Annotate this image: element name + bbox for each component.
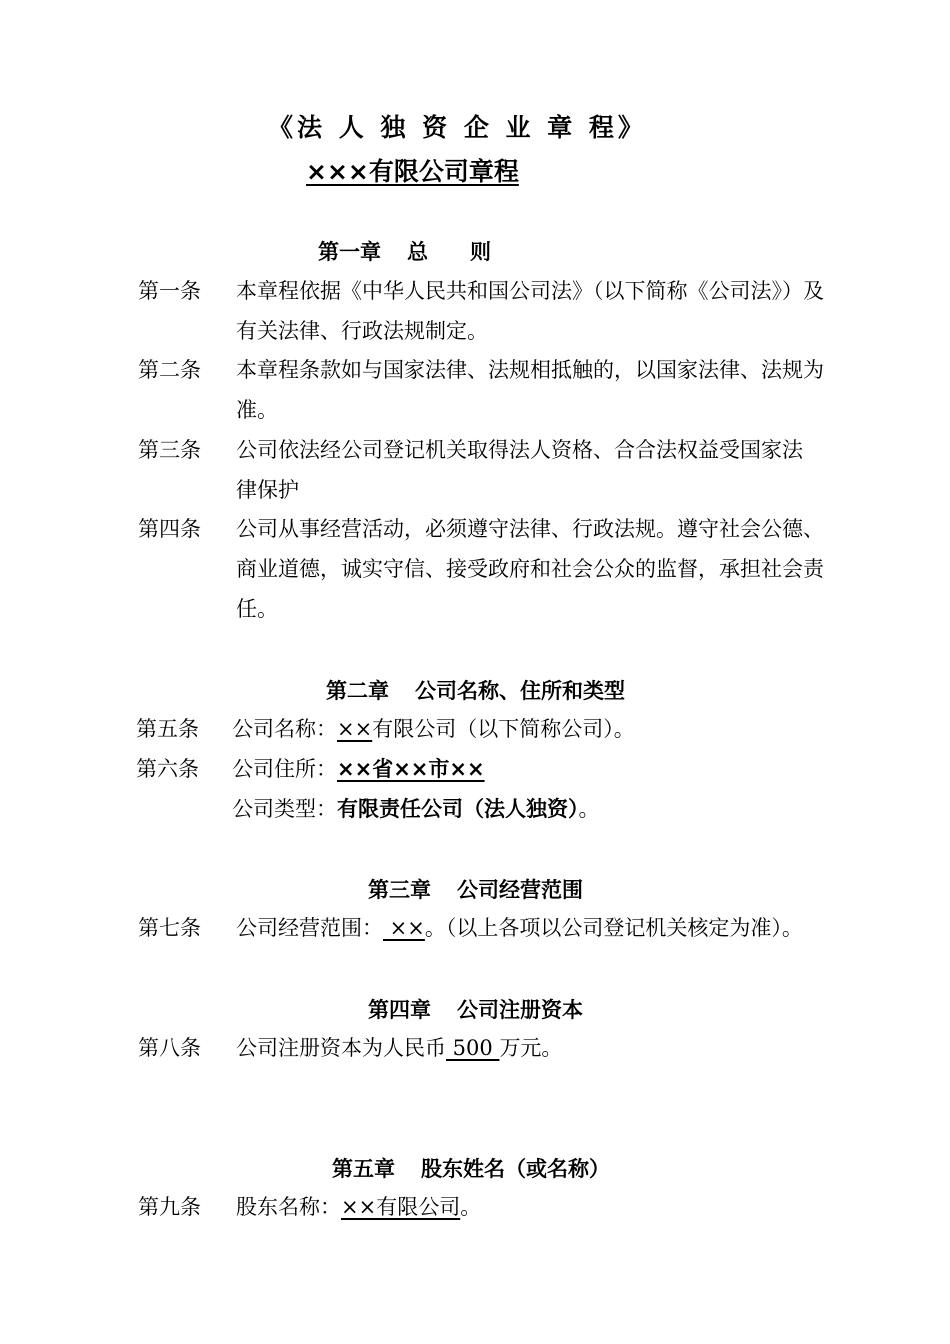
field-label: 公司经营范围： xyxy=(236,916,383,940)
chapter-title: 股东姓名（或名称） xyxy=(421,1157,610,1181)
article-number: 第一条 xyxy=(138,279,201,303)
registered-capital-value: 500 xyxy=(446,1036,500,1060)
article-line: 公司从事经营活动，必须遵守法律、行政法规。遵守社会公德、 xyxy=(236,517,824,541)
article-line: 商业道德，诚实守信、接受政府和社会公众的监督，承担社会责 xyxy=(236,557,824,581)
article-number: 第七条 xyxy=(138,916,201,940)
article-body xyxy=(236,909,888,947)
article-body xyxy=(236,430,888,510)
article-number: 第九条 xyxy=(138,1195,201,1219)
chapter-title: 公司注册资本 xyxy=(457,998,583,1022)
article-body xyxy=(236,350,888,430)
field-label: 股东名称： xyxy=(236,1195,341,1219)
article-number: 第四条 xyxy=(138,517,201,541)
article-body xyxy=(236,509,888,629)
chapter-5-heading xyxy=(332,1153,610,1183)
chapter-4-heading xyxy=(368,994,583,1024)
chapter-3-heading xyxy=(368,874,583,904)
chapter-number: 第五章 xyxy=(332,1157,395,1181)
article-line: 任。 xyxy=(236,597,278,621)
document-subtitle: ×××有限公司章程 xyxy=(306,157,519,186)
article-line xyxy=(236,1029,888,1067)
field-label: 公司注册资本为人民币 xyxy=(236,1036,446,1060)
article-line: 律保护 xyxy=(236,478,299,502)
field-label: 公司住所： xyxy=(232,757,337,781)
business-scope-value: ×× xyxy=(383,916,425,940)
company-address-value: ××省××市×× xyxy=(337,757,485,781)
article-line: 本章程依据《中华人民共和国公司法》（以下简称《公司法》）及 xyxy=(236,279,824,303)
chapter-2-heading xyxy=(326,675,625,705)
article-line: 有关法律、行政法规制定。 xyxy=(236,319,488,343)
article-body xyxy=(236,1188,888,1226)
chapter-number: 第二章 xyxy=(326,679,389,703)
article-line xyxy=(232,750,884,788)
chapter-title: 总 则 xyxy=(407,240,491,264)
chapter-title: 公司名称、住所和类型 xyxy=(415,679,625,703)
article-number: 第二条 xyxy=(138,358,201,382)
article-number: 第八条 xyxy=(138,1036,201,1060)
document-title: 《法 人 独 资 企 业 章 程》 xyxy=(268,113,647,142)
article-number: 第五条 xyxy=(136,717,199,741)
chapter-number: 第一章 xyxy=(318,240,381,264)
article-line xyxy=(232,790,884,828)
article-line xyxy=(232,710,884,748)
article-body xyxy=(236,271,888,351)
field-suffix: 。（以上各项以公司登记机关核定为准）。 xyxy=(424,916,803,940)
article-body xyxy=(232,710,884,748)
article-line xyxy=(236,909,888,947)
field-label: 公司类型： xyxy=(232,797,337,821)
article-line: 本章程条款如与国家法律、法规相抵触的，以国家法律、法规为 xyxy=(236,358,824,382)
article-number: 第三条 xyxy=(138,438,201,462)
field-suffix: 。 xyxy=(578,797,600,821)
article-line: 准。 xyxy=(236,398,278,422)
chapter-number: 第三章 xyxy=(368,878,431,902)
chapter-number: 第四章 xyxy=(368,998,431,1022)
company-name-value: ×× xyxy=(337,717,373,741)
article-body xyxy=(232,750,884,828)
article-line: 公司依法经公司登记机关取得法人资格、合合法权益受国家法 xyxy=(236,438,803,462)
chapter-title: 公司经营范围 xyxy=(457,878,583,902)
article-number: 第六条 xyxy=(136,757,199,781)
company-type-value: 有限责任公司（法人独资） xyxy=(337,797,579,821)
chapter-1-heading xyxy=(318,236,491,266)
field-suffix: 万元。 xyxy=(499,1036,563,1060)
article-line xyxy=(236,1188,888,1226)
field-suffix: 。 xyxy=(460,1195,482,1219)
shareholder-name-value: ××有限公司 xyxy=(341,1195,461,1219)
field-suffix: 有限公司（以下简称公司）。 xyxy=(372,717,635,741)
article-body xyxy=(236,1029,888,1067)
field-label: 公司名称： xyxy=(232,717,337,741)
